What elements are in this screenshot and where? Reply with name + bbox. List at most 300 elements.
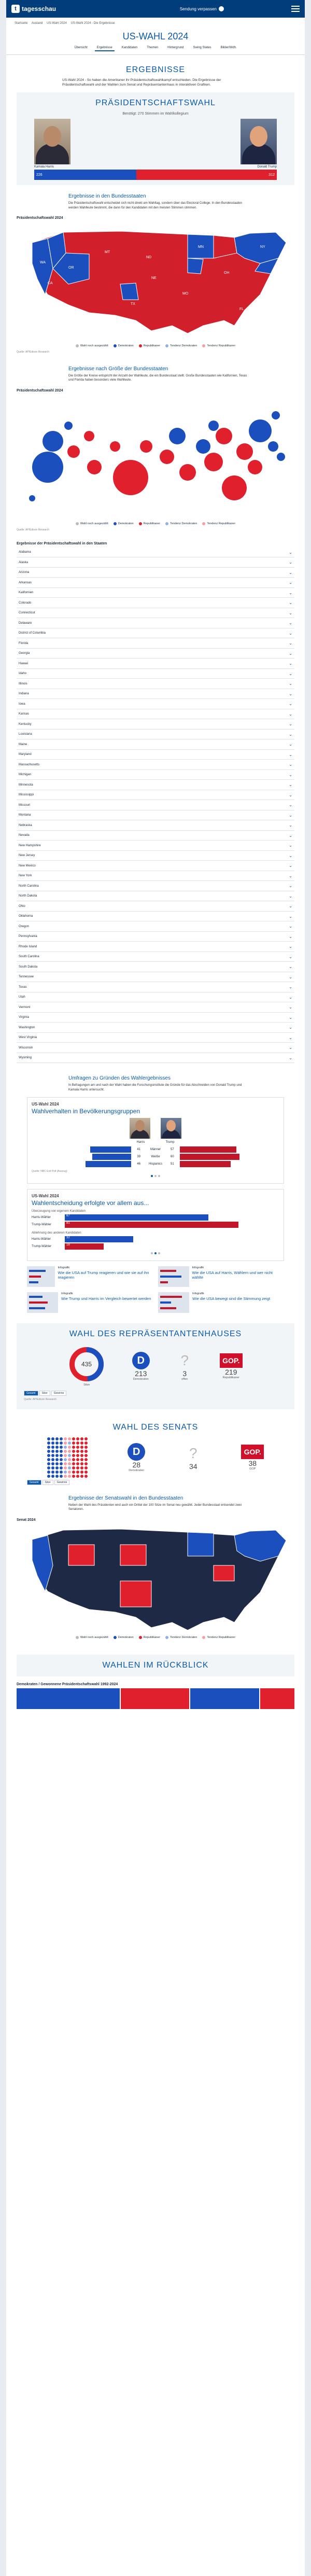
chevron-down-icon: ⌄	[289, 985, 292, 989]
state-row[interactable]	[17, 921, 294, 932]
state-row[interactable]	[17, 952, 294, 962]
seat-dot	[47, 1458, 50, 1461]
state-name: New Hampshire	[19, 844, 41, 847]
state-name: Mississippi	[19, 793, 34, 796]
tab[interactable]: Sitze	[39, 1391, 50, 1396]
live-button[interactable]	[180, 6, 224, 11]
seat-dot	[72, 1450, 75, 1453]
seat-dot	[76, 1437, 79, 1440]
state-row[interactable]	[17, 1002, 294, 1013]
dem-value: 39	[137, 1155, 140, 1159]
state-row[interactable]	[17, 719, 294, 730]
seat-dot	[47, 1466, 50, 1469]
state-row[interactable]	[17, 932, 294, 942]
dem-bar	[92, 1154, 131, 1160]
house-dem: D 213 Demokraten	[132, 1352, 150, 1381]
logo-icon: t	[11, 5, 20, 13]
seat-dot	[64, 1450, 67, 1453]
chevron-down-icon: ⌄	[289, 550, 292, 555]
gop-logo: GOP.	[220, 1353, 243, 1368]
chevron-down-icon: ⌄	[289, 711, 292, 717]
play-icon	[219, 6, 224, 11]
results-section	[6, 62, 305, 87]
retro-title: WAHLEN IM RÜCKBLICK	[102, 1660, 209, 1670]
live-label: Sendung verpassen	[179, 6, 217, 11]
seat-dot	[51, 1454, 54, 1457]
seat-dot	[55, 1441, 59, 1445]
card-source: Quelle: NBC Exit Poll (Auszug)	[32, 1170, 67, 1173]
state-row[interactable]	[17, 557, 294, 568]
seat-dot	[80, 1475, 83, 1478]
seat-dot	[84, 1458, 88, 1461]
seat-dot	[60, 1437, 63, 1440]
group-label: Hispanics	[148, 1163, 162, 1166]
democrats-logo: D	[132, 1352, 150, 1369]
state-name: Minnesota	[19, 783, 33, 787]
state-row[interactable]	[17, 1013, 294, 1023]
chevron-down-icon: ⌄	[289, 782, 292, 787]
bubble-map[interactable]	[17, 395, 294, 519]
senate-tabs	[27, 1480, 284, 1485]
state-row[interactable]	[17, 891, 294, 902]
chevron-down-icon: ⌄	[289, 893, 292, 899]
state-name: Alaska	[19, 561, 29, 564]
tab[interactable]: Gesamt	[24, 1391, 38, 1396]
state-name: Arizona	[19, 571, 30, 574]
state-row[interactable]	[17, 861, 294, 871]
chevron-down-icon: ⌄	[289, 995, 292, 1000]
seat-dot	[55, 1450, 59, 1453]
seat-dot	[72, 1446, 75, 1449]
dem-value: 46	[137, 1163, 140, 1166]
related-article[interactable]: Infografik Wie die USA auf Harris, Wählern und wer nicht wählte	[158, 1266, 284, 1287]
seat-dot	[51, 1450, 54, 1453]
senate-map-section	[17, 1495, 294, 1512]
state-row[interactable]	[17, 709, 294, 720]
group-label: Überzeugung von eigenem Kandidaten	[32, 1210, 86, 1213]
reason-bar: 18	[65, 1243, 104, 1250]
state-row[interactable]	[17, 628, 294, 639]
top-bar	[6, 0, 305, 18]
electoral-vote-bar	[34, 170, 277, 180]
rep-bar	[180, 1161, 231, 1167]
seat-dot	[64, 1458, 67, 1461]
seat-dot	[80, 1441, 83, 1445]
breadcrumb-item[interactable]: US-Wahl 2024	[47, 22, 67, 25]
state-row[interactable]	[17, 618, 294, 628]
survey-text: In Befragungen am und nach der Wahl haben die Forschungsinstitute die Gründe für das Abschneiden von Donald Trump und Kamala Harris untersucht.	[68, 1084, 242, 1091]
state-row[interactable]	[17, 820, 294, 831]
seat-dot	[64, 1475, 67, 1478]
legend-item: Tendenz Republikaner	[202, 344, 235, 347]
carousel-dots[interactable]	[32, 1252, 279, 1254]
state-row[interactable]	[17, 669, 294, 679]
svg-text:OH: OH	[224, 271, 230, 275]
seat-dot	[68, 1466, 71, 1469]
state-name: Nevada	[19, 834, 30, 837]
state-name: Rhode Island	[19, 945, 37, 948]
seat-dot	[76, 1446, 79, 1449]
subnav-item-active[interactable]: Ergebnisse	[95, 45, 115, 51]
seat-dot	[80, 1450, 83, 1453]
senate-rep: GOP. 38 GOP	[241, 1445, 264, 1471]
seat-dot	[51, 1441, 54, 1445]
senate-section	[6, 1420, 305, 1485]
state-row[interactable]	[17, 942, 294, 952]
survey-card-reasons	[27, 1189, 284, 1261]
state-row[interactable]	[17, 750, 294, 760]
chevron-down-icon: ⌄	[289, 570, 292, 575]
house-source: Quelle: AP/Edison Research	[24, 1398, 57, 1402]
tab[interactable]: Gewinne	[51, 1391, 67, 1396]
subnav-item[interactable]: Übersicht	[74, 46, 88, 49]
state-name: Indiana	[19, 692, 29, 695]
needed-votes: Benötigt: 270 Stimmen im Wahlkollegium	[122, 112, 189, 116]
state-row[interactable]	[17, 638, 294, 649]
subnav-item[interactable]: Hintergrund	[167, 46, 184, 49]
state-row[interactable]	[17, 1043, 294, 1053]
seat-dot	[84, 1475, 88, 1478]
related-row	[27, 1292, 284, 1313]
state-row[interactable]	[17, 871, 294, 881]
seat-dot	[80, 1446, 83, 1449]
seat-dot	[72, 1462, 75, 1465]
seat-dot	[68, 1458, 71, 1461]
state-row[interactable]	[17, 972, 294, 983]
seat-dot	[51, 1437, 54, 1440]
state-row[interactable]	[17, 548, 294, 558]
chevron-down-icon: ⌄	[289, 914, 292, 919]
map-source: Quelle: AP/Edison Research	[17, 350, 50, 354]
seat-dot	[64, 1446, 67, 1449]
state-row[interactable]	[17, 810, 294, 821]
chevron-down-icon: ⌄	[289, 924, 292, 929]
state-row[interactable]	[17, 739, 294, 750]
state-row[interactable]	[17, 831, 294, 841]
state-name: Illinois	[19, 682, 27, 685]
state-name: Missouri	[19, 803, 31, 807]
seat-dot	[72, 1458, 75, 1461]
seat-dot	[60, 1471, 63, 1474]
legend-item: Republikaner	[139, 522, 160, 525]
dem-candidate-name: Kamala Harris	[34, 165, 54, 169]
seat-dot	[51, 1458, 54, 1461]
seat-dot	[64, 1454, 67, 1457]
dem-bar	[86, 1161, 131, 1167]
state-row[interactable]	[17, 790, 294, 801]
seat-dot	[55, 1454, 59, 1457]
retro-map-strip	[17, 1688, 294, 1709]
seat-dot	[47, 1475, 50, 1478]
seat-dot	[80, 1462, 83, 1465]
survey-bar-row	[32, 1160, 279, 1168]
chevron-down-icon: ⌄	[289, 671, 292, 676]
state-row[interactable]	[17, 1023, 294, 1033]
seat-dot	[84, 1437, 88, 1440]
state-row[interactable]	[17, 649, 294, 659]
svg-text:ND: ND	[146, 255, 152, 259]
state-row[interactable]	[17, 841, 294, 851]
subnav-item[interactable]: Bilder/Wdh.	[220, 46, 237, 49]
related-article[interactable]: Infografik Wie die USA auf Trump reagieren und wie sie auf ihn reagieren	[27, 1266, 153, 1287]
chevron-down-icon: ⌄	[289, 742, 292, 747]
legend-item: Tendenz Republikaner	[202, 522, 235, 525]
dem-bar	[90, 1146, 131, 1153]
seat-dot	[51, 1462, 54, 1465]
state-name: North Dakota	[19, 894, 37, 898]
state-row[interactable]	[17, 598, 294, 608]
state-row[interactable]	[17, 1033, 294, 1043]
retro-section	[17, 1655, 294, 1676]
state-name: New Jersey	[19, 854, 35, 857]
chevron-down-icon: ⌄	[289, 853, 292, 858]
state-name: Oklahoma	[19, 915, 33, 918]
seat-dot	[64, 1462, 67, 1465]
state-name: Arkansas	[19, 581, 32, 584]
survey-title: Umfragen zu Gründen des Wahlergebnisses	[68, 1075, 171, 1082]
breadcrumb-item: US-Wahl 2024 - Die Ergebnisse	[70, 22, 115, 25]
state-row[interactable]	[17, 1053, 294, 1063]
page	[6, 0, 305, 2576]
senate-figure-title: Senat 2024	[17, 1518, 36, 1522]
reason-bar-row	[32, 1221, 279, 1228]
chevron-down-icon: ⌄	[289, 600, 292, 605]
results-intro: US-Wahl 2024 - So haben die Amerikaner ihr Präsidentschaftswahlkampf entschieden. Die Ergebnisse der Präsidentschaftswahl und der Wahlen zum Senat und Repräsentantenhaus in interaktiven Grafiken.	[62, 78, 221, 87]
trump-portrait	[241, 119, 277, 164]
state-name: Delaware	[19, 621, 32, 625]
group-label: Weiße	[151, 1155, 160, 1159]
seat-dot	[76, 1466, 79, 1469]
senate-dem: D 28 Demokraten	[128, 1443, 145, 1472]
legend-item: Demokraten	[114, 344, 134, 347]
rep-candidate-name: Donald Trump	[257, 165, 277, 169]
breadcrumb	[6, 18, 305, 27]
seat-dot	[84, 1441, 88, 1445]
seat-dot	[72, 1475, 75, 1478]
state-name: Pennsylvania	[19, 935, 37, 938]
svg-text:WA: WA	[40, 260, 46, 264]
svg-text:FL: FL	[239, 307, 244, 311]
brand-name: tagesschau	[22, 5, 56, 12]
dem-vote-bar: 226	[34, 170, 136, 180]
legend-item: Wahl noch ausgezählt	[76, 522, 108, 525]
voter-group: Harris-Wähler	[32, 1216, 51, 1220]
chevron-down-icon: ⌄	[289, 610, 292, 615]
group-label: Ablehnung des anderen Kandidaten	[32, 1231, 81, 1235]
state-name: Utah	[19, 996, 25, 999]
state-row[interactable]	[17, 760, 294, 770]
seat-dot	[55, 1466, 59, 1469]
bubble-figure-title: Präsidentschaftswahl 2024	[17, 388, 63, 393]
seat-dot	[68, 1471, 71, 1474]
rep-label: Trump	[165, 1141, 175, 1144]
seat-dot	[55, 1437, 59, 1440]
chevron-down-icon: ⌄	[289, 884, 292, 888]
seat-dot	[55, 1462, 59, 1465]
seat-dot	[68, 1475, 71, 1478]
state-name: South Dakota	[19, 965, 38, 969]
state-row[interactable]	[17, 901, 294, 912]
chevron-down-icon: ⌄	[289, 681, 292, 686]
state-row[interactable]	[17, 982, 294, 992]
tab[interactable]: Sitze	[43, 1480, 53, 1485]
senate-map[interactable]	[17, 1524, 294, 1633]
chevron-down-icon: ⌄	[289, 944, 292, 949]
seat-dot	[84, 1466, 88, 1469]
seat-dot	[68, 1446, 71, 1449]
gop-logo: GOP.	[241, 1445, 264, 1459]
state-row[interactable]	[17, 608, 294, 619]
chevron-down-icon: ⌄	[289, 974, 292, 979]
seat-dot	[51, 1446, 54, 1449]
state-name: District of Columbia	[19, 632, 46, 635]
seat-dot	[68, 1441, 71, 1445]
state-row[interactable]	[17, 588, 294, 598]
seat-dot	[55, 1475, 59, 1478]
legend-item: Tendenz Republikaner	[202, 1636, 235, 1639]
rep-bar	[180, 1154, 239, 1160]
state-name: Montana	[19, 814, 31, 817]
seat-dot	[64, 1441, 67, 1445]
subnav-item[interactable]: Kandidaten	[121, 46, 138, 49]
breadcrumb-item[interactable]: Ausland	[31, 22, 43, 25]
chevron-down-icon: ⌄	[289, 873, 292, 878]
seat-dot	[60, 1462, 63, 1465]
subnav-item[interactable]: Themen	[147, 46, 159, 49]
chevron-down-icon: ⌄	[289, 691, 292, 696]
state-name: Wisconsin	[19, 1046, 33, 1049]
legend-item: Demokraten	[114, 522, 134, 525]
state-name: Texas	[19, 985, 27, 989]
house-total: 435 Sitze	[68, 1346, 105, 1387]
chevron-down-icon: ⌄	[289, 904, 292, 908]
chevron-down-icon: ⌄	[289, 1045, 292, 1050]
chevron-down-icon: ⌄	[289, 722, 292, 726]
survey-bar-row	[32, 1146, 279, 1153]
state-name: West Virginia	[19, 1036, 37, 1039]
state-name: Georgia	[19, 652, 30, 655]
seat-dot	[55, 1458, 59, 1461]
seat-dot	[47, 1446, 50, 1449]
chevron-down-icon: ⌄	[289, 964, 292, 969]
tagesschau-logo[interactable]	[11, 5, 56, 13]
state-name: Alabama	[19, 551, 31, 554]
seat-dot	[55, 1446, 59, 1449]
house-open: ? 3 offen	[177, 1352, 192, 1381]
state-row[interactable]	[17, 962, 294, 972]
state-row[interactable]	[17, 800, 294, 810]
survey-section	[17, 1075, 294, 1092]
voter-group: Trump-Wähler	[32, 1245, 52, 1249]
chevron-down-icon: ⌄	[289, 590, 292, 595]
state-name: New Mexico	[19, 864, 36, 867]
seat-dot	[76, 1471, 79, 1474]
carousel-dots[interactable]	[32, 1175, 279, 1177]
seat-dot	[80, 1466, 83, 1469]
state-name: Michigan	[19, 773, 32, 776]
card-title: Wahlentscheidung erfolgte vor allem aus...	[32, 1199, 149, 1207]
state-row[interactable]	[17, 992, 294, 1003]
chevron-down-icon: ⌄	[289, 833, 292, 838]
senate-ind: ? 34	[186, 1445, 201, 1471]
seat-dot	[60, 1446, 63, 1449]
svg-text:MN: MN	[198, 245, 204, 249]
seat-dot	[51, 1475, 54, 1478]
related-article[interactable]: Infografik Wie die USA bewegt sind die Stimmung zeigt	[158, 1292, 284, 1313]
state-row[interactable]	[17, 881, 294, 891]
seat-dot	[84, 1462, 88, 1465]
state-name: Louisiana	[19, 733, 32, 736]
chevron-down-icon: ⌄	[289, 772, 292, 777]
state-row[interactable]	[17, 770, 294, 780]
rep-value: 57	[171, 1148, 174, 1152]
state-name: Hawaii	[19, 662, 29, 665]
dem-label: Harris	[136, 1141, 145, 1144]
seat-dot	[76, 1441, 79, 1445]
voter-group: Harris-Wähler	[32, 1238, 51, 1241]
survey-card-groups	[27, 1097, 284, 1184]
seat-dot	[76, 1454, 79, 1457]
seat-dot	[68, 1462, 71, 1465]
seat-dot	[64, 1437, 67, 1440]
state-row[interactable]	[17, 578, 294, 588]
chevron-down-icon: ⌄	[289, 702, 292, 706]
chevron-down-icon: ⌄	[289, 732, 292, 737]
state-row[interactable]	[17, 780, 294, 790]
state-row[interactable]	[17, 568, 294, 578]
question-icon: ?	[189, 1445, 197, 1462]
state-row[interactable]	[17, 912, 294, 922]
bubble-legend	[6, 522, 305, 525]
legend-item: Wahl noch ausgezählt	[76, 344, 108, 347]
state-row[interactable]	[17, 699, 294, 709]
us-map[interactable]	[17, 222, 294, 341]
seat-dot	[60, 1454, 63, 1457]
tab[interactable]: Gewinne	[54, 1480, 70, 1485]
seat-dot	[60, 1475, 63, 1478]
state-row[interactable]	[17, 730, 294, 740]
bubble-source: Quelle: AP/Edison Research	[17, 528, 50, 531]
related-article[interactable]: Infografik Wie Trump und Harris im Vergleich bewertet werden	[27, 1292, 153, 1313]
seat-dot	[76, 1450, 79, 1453]
tab[interactable]: Gesamt	[27, 1480, 41, 1485]
state-row[interactable]	[17, 689, 294, 699]
seat-dot	[84, 1450, 88, 1453]
seat-dot	[84, 1471, 88, 1474]
chevron-down-icon: ⌄	[289, 1055, 292, 1060]
state-row[interactable]	[17, 659, 294, 669]
seat-dot	[84, 1446, 88, 1449]
breadcrumb-item[interactable]: Startseite	[15, 22, 28, 25]
seat-dot	[80, 1458, 83, 1461]
chevron-down-icon: ⌄	[289, 954, 292, 959]
card-title: Wahlverhalten in Bevölkerungsgruppen	[32, 1108, 140, 1115]
state-row[interactable]	[17, 851, 294, 861]
svg-text:NE: NE	[151, 276, 157, 280]
menu-icon[interactable]	[291, 6, 300, 12]
reason-bar-row	[32, 1243, 279, 1250]
voter-group: Trump-Wähler	[32, 1223, 52, 1227]
subnav-item[interactable]: Swing States	[193, 46, 211, 49]
house-tabs	[24, 1391, 287, 1396]
house-title: WAHL DES REPRÄSENTANTENHAUSES	[69, 1329, 242, 1339]
state-row[interactable]	[17, 679, 294, 689]
house-section	[17, 1323, 294, 1409]
state-name: Maryland	[19, 753, 32, 756]
chevron-down-icon: ⌄	[289, 934, 292, 939]
seat-dot	[51, 1466, 54, 1469]
legend-item: Tendenz Demokraten	[165, 522, 197, 525]
